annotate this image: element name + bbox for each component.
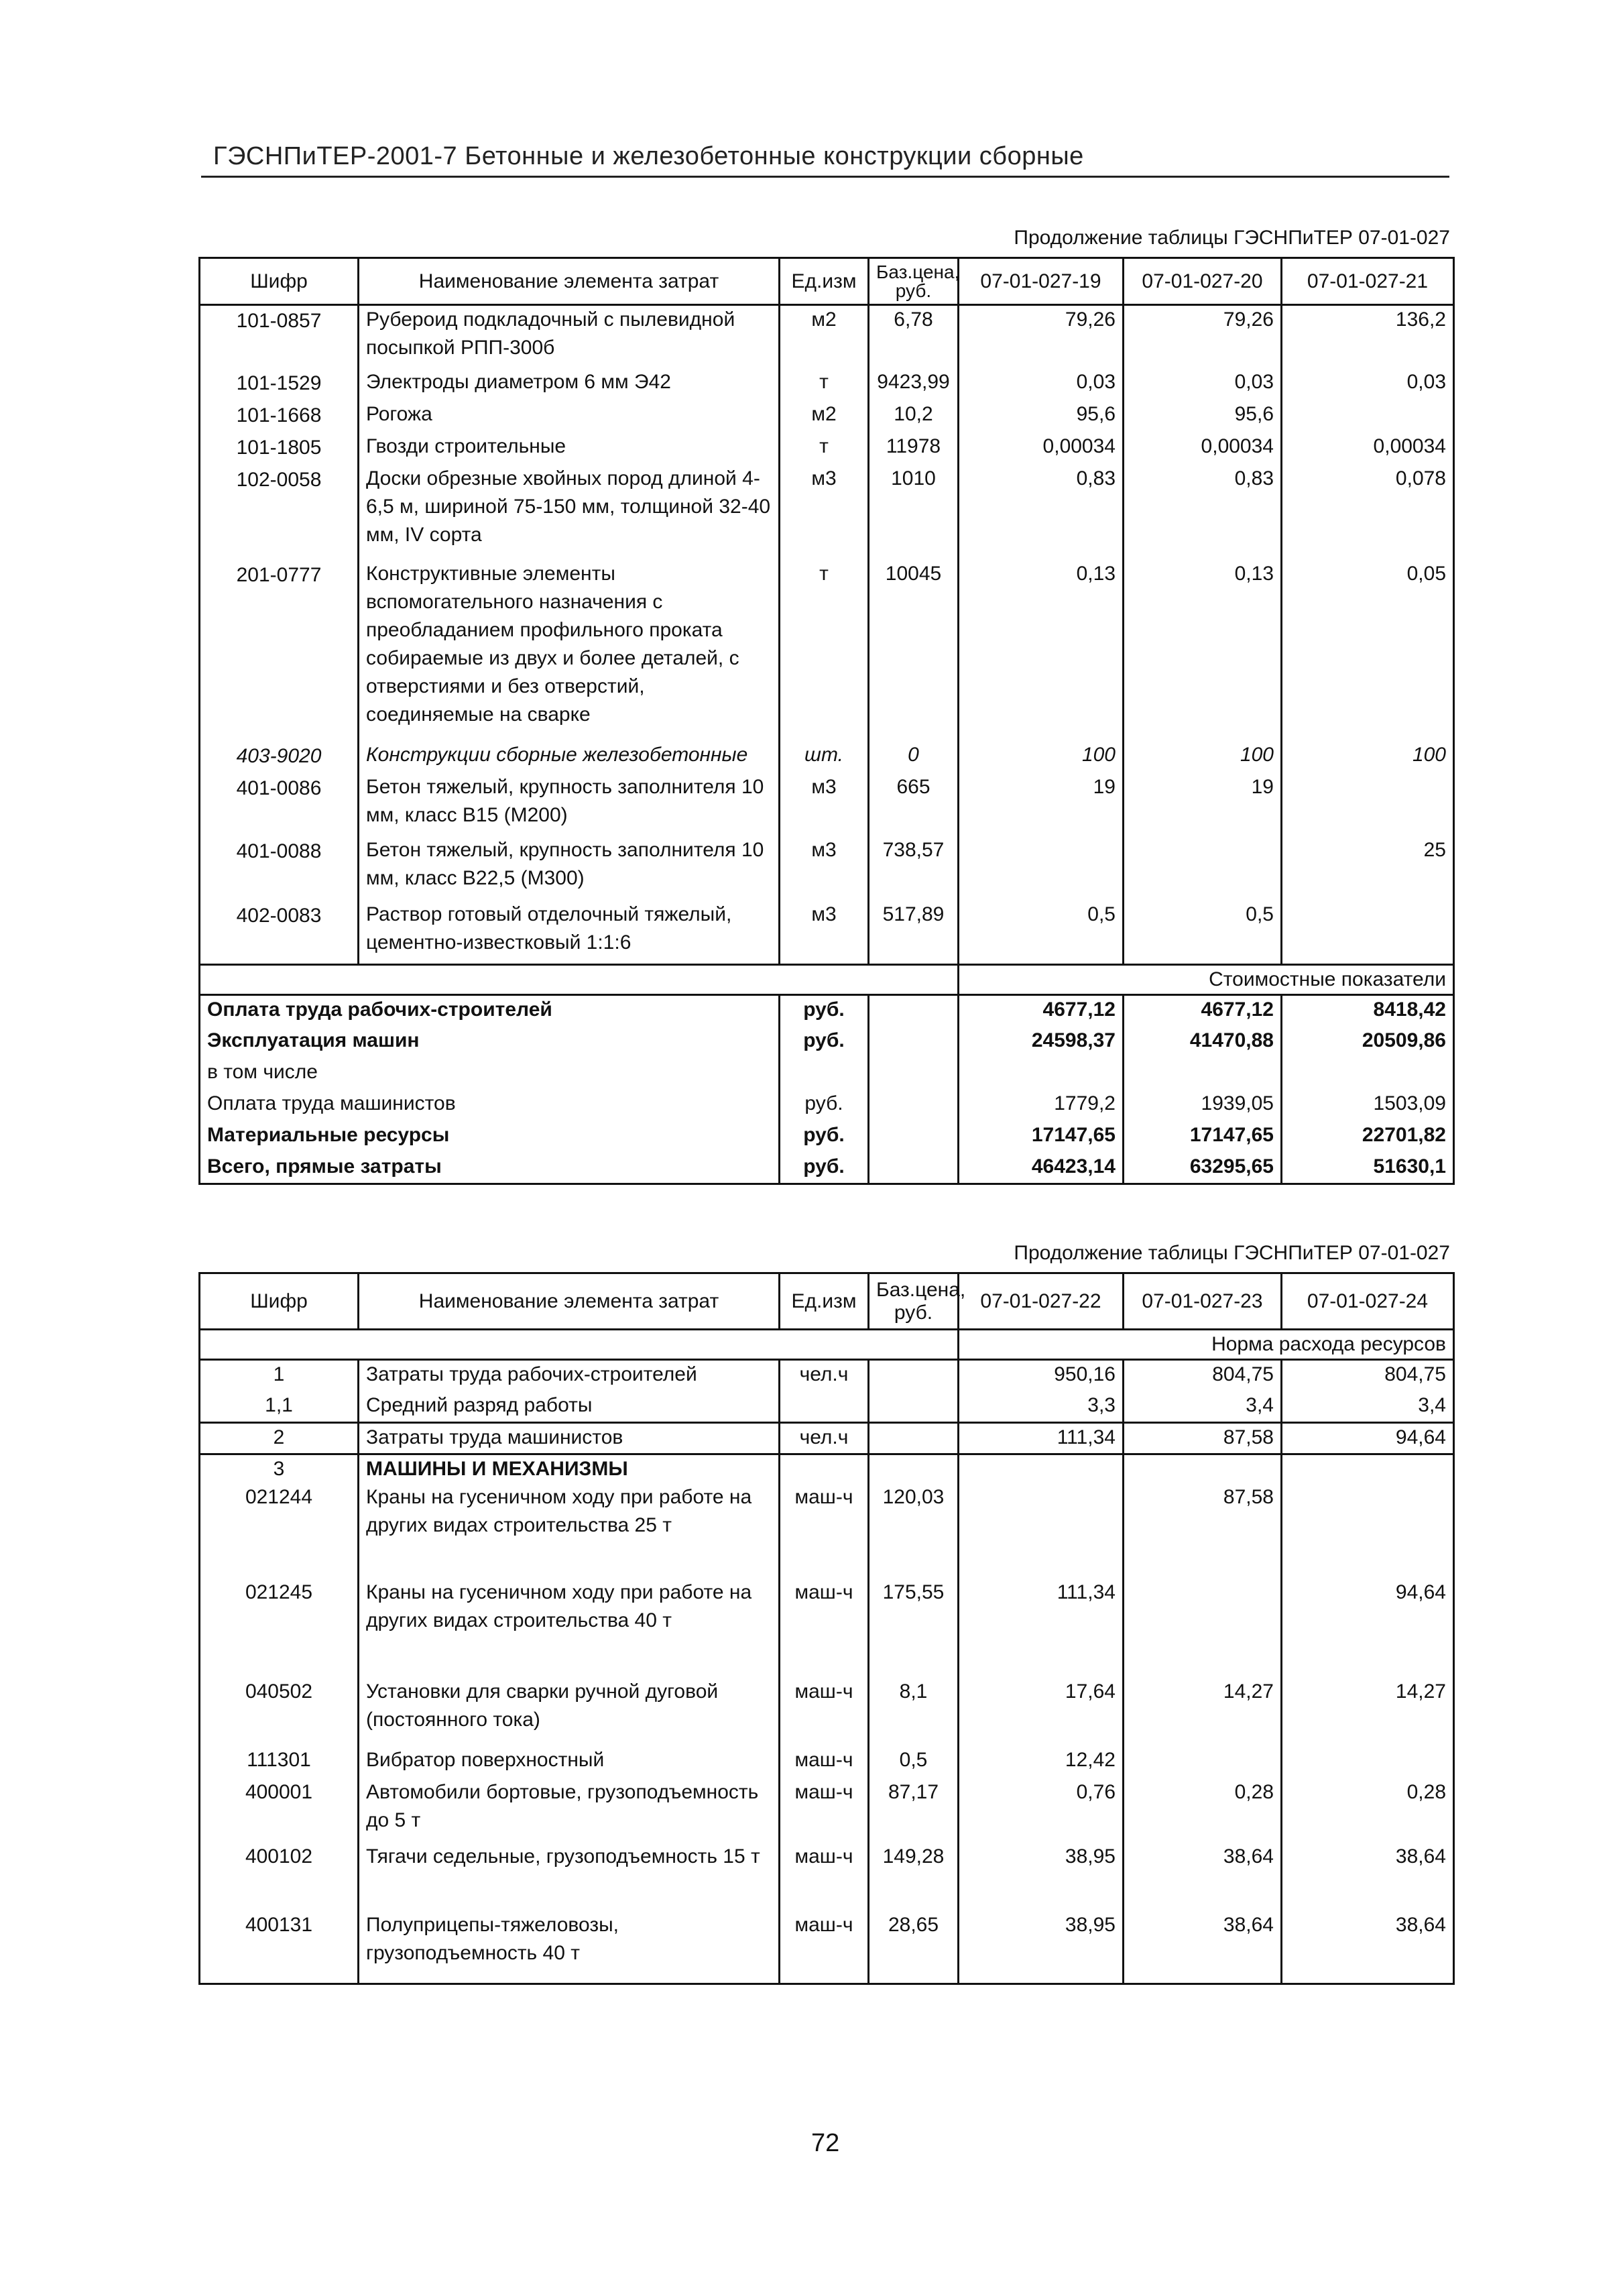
- cell-v2: 79,26: [1124, 305, 1282, 368]
- table-row: [200, 1391, 1454, 1423]
- table-row: [200, 901, 1454, 965]
- cell-name: Полуприцепы-тяжеловозы, грузоподъемность 40 т: [359, 1911, 780, 1984]
- cell-price: 517,89: [869, 901, 959, 965]
- cell-unit: маш-ч: [780, 1778, 869, 1843]
- cell-v3: 136,2: [1282, 305, 1454, 368]
- cell-name: Бетон тяжелый, крупность заполнителя 10 мм, класс В15 (М200): [359, 773, 780, 836]
- cell-price: 149,28: [869, 1843, 959, 1911]
- summary-unit: руб.: [780, 1121, 869, 1153]
- cell-v3: 94,64: [1282, 1578, 1454, 1678]
- cell-code: 101-1805: [200, 433, 359, 465]
- cell-v2: 3,4: [1124, 1391, 1282, 1423]
- summary-price-empty: [869, 1153, 959, 1184]
- cost-band-label: Стоимостные показатели: [959, 965, 1454, 995]
- table-row: [200, 1911, 1454, 1984]
- cell-v1: 0,5: [959, 901, 1124, 965]
- cell-v2: 38,64: [1124, 1911, 1282, 1984]
- summary-label: Оплата труда рабочих-строителей: [200, 995, 780, 1027]
- summary-v3: 51630,1: [1282, 1153, 1454, 1184]
- summary-v2: 4677,12: [1124, 995, 1282, 1027]
- cell-code: 400102: [200, 1843, 359, 1911]
- cell-price: 6,78: [869, 305, 959, 368]
- cell-v2: 87,58: [1124, 1423, 1282, 1454]
- summary-price-empty: [869, 1058, 959, 1090]
- summary-v1: 46423,14: [959, 1153, 1124, 1184]
- section-title: МАШИНЫ И МЕХАНИЗМЫ: [359, 1454, 780, 1484]
- summary-v2: 63295,65: [1124, 1153, 1282, 1184]
- cell-name: Вибратор поверхностный: [359, 1746, 780, 1778]
- cell-code: 401-0086: [200, 773, 359, 836]
- cell-v2: 0,13: [1124, 560, 1282, 741]
- norm-band-row: [200, 1330, 1454, 1360]
- header-rule: [201, 176, 1449, 178]
- summary-v2: 17147,65: [1124, 1121, 1282, 1153]
- cell-unit: м2: [780, 305, 869, 368]
- cell-v2: 100: [1124, 741, 1282, 773]
- table-row: [200, 773, 1454, 836]
- cell-name: Рогожа: [359, 400, 780, 433]
- table-row: [200, 1843, 1454, 1911]
- summary-v1: 17147,65: [959, 1121, 1124, 1153]
- cell-unit: м3: [780, 773, 869, 836]
- cell-price: 87,17: [869, 1778, 959, 1843]
- header-v1: 07-01-027-22: [959, 1273, 1124, 1330]
- cell-v1: 0,76: [959, 1778, 1124, 1843]
- cell-v3: [1282, 773, 1454, 836]
- cell-v3: 0,078: [1282, 465, 1454, 560]
- cell-unit: маш-ч: [780, 1746, 869, 1778]
- summary-v3: 8418,42: [1282, 995, 1454, 1027]
- table2-header-row: [200, 1273, 1454, 1330]
- cell-v1: 0,03: [959, 368, 1124, 400]
- cell-code: 1,1: [200, 1391, 359, 1423]
- cell-unit: т: [780, 560, 869, 741]
- cell-v3: 94,64: [1282, 1423, 1454, 1454]
- cell-v3: [1282, 1483, 1454, 1578]
- table2-body: [200, 1330, 1454, 1984]
- header-price: Баз.цена, руб.: [869, 258, 959, 305]
- cell-v3: 0,05: [1282, 560, 1454, 741]
- cell-v1: 111,34: [959, 1578, 1124, 1678]
- cell-v3: [1282, 400, 1454, 433]
- header-price: Баз.цена, руб.: [869, 1273, 959, 1330]
- cell-unit: маш-ч: [780, 1911, 869, 1984]
- cell-v2: 804,75: [1124, 1360, 1282, 1391]
- cell-price: 9423,99: [869, 368, 959, 400]
- cell-name: Конструктивные элементы вспомогательного назначения с преобладанием профильного проката собираемые из двух и более деталей, с отверстиями и без отверстий, соединяемые на сварке: [359, 560, 780, 741]
- cell-unit: м3: [780, 836, 869, 901]
- cell-v3: 14,27: [1282, 1678, 1454, 1746]
- cell-name: Бетон тяжелый, крупность заполнителя 10 мм, класс В22,5 (М300): [359, 836, 780, 901]
- cell-v1: [959, 1483, 1124, 1578]
- cell-code: 021245: [200, 1578, 359, 1678]
- summary-v1: 1779,2: [959, 1090, 1124, 1121]
- table-row: [200, 400, 1454, 433]
- cell-v2: 0,28: [1124, 1778, 1282, 1843]
- cell-price: [869, 1391, 959, 1423]
- cell-price: 665: [869, 773, 959, 836]
- table2-continuation-caption: Продолжение таблицы ГЭСНПиТЕР 07-01-027: [1014, 1242, 1450, 1264]
- summary-unit: руб.: [780, 1027, 869, 1058]
- table-row: [200, 1483, 1454, 1578]
- cell-price: 11978: [869, 433, 959, 465]
- cell-name: Рубероид подкладочный с пылевидной посыпкой РПП-300б: [359, 305, 780, 368]
- summary-v1: 24598,37: [959, 1027, 1124, 1058]
- header-code: Шифр: [200, 258, 359, 305]
- header-unit: Ед.изм: [780, 1273, 869, 1330]
- cell-price: 0,5: [869, 1746, 959, 1778]
- page-header-title: ГЭСНПиТЕР-2001-7 Бетонные и железобетонные конструкции сборные: [213, 142, 1084, 170]
- table-row: [200, 305, 1454, 368]
- cell-code: 102-0058: [200, 465, 359, 560]
- table-row: [200, 560, 1454, 741]
- summary-v3: [1282, 1058, 1454, 1090]
- cell-v3: 0,03: [1282, 368, 1454, 400]
- cell-code: 2: [200, 1423, 359, 1454]
- cell-code: 1: [200, 1360, 359, 1391]
- cell-v2: 38,64: [1124, 1843, 1282, 1911]
- cell-unit: т: [780, 368, 869, 400]
- cell-name: Доски обрезные хвойных пород длиной 4-6,5 м, шириной 75-150 мм, толщиной 32-40 мм, IV сорта: [359, 465, 780, 560]
- summary-price-empty: [869, 1121, 959, 1153]
- cell-name: Краны на гусеничном ходу при работе на других видах строительства 40 т: [359, 1578, 780, 1678]
- cell-v2: 0,5: [1124, 901, 1282, 965]
- summary-row: [200, 1027, 1454, 1058]
- table-row: [200, 1360, 1454, 1391]
- cell-price: 8,1: [869, 1678, 959, 1746]
- cell-name: Установки для сварки ручной дуговой (постоянного тока): [359, 1678, 780, 1746]
- table1: [198, 257, 1455, 1185]
- header-v2: 07-01-027-23: [1124, 1273, 1282, 1330]
- section-empty: [1282, 1454, 1454, 1484]
- summary-v2: 1939,05: [1124, 1090, 1282, 1121]
- cell-v1: 950,16: [959, 1360, 1124, 1391]
- cell-name: Конструкции сборные железобетонные: [359, 741, 780, 773]
- cell-unit: чел.ч: [780, 1360, 869, 1391]
- cell-unit: м3: [780, 901, 869, 965]
- cell-name: Электроды диаметром 6 мм Э42: [359, 368, 780, 400]
- cell-code: 401-0088: [200, 836, 359, 901]
- cell-unit: чел.ч: [780, 1423, 869, 1454]
- summary-v1: [959, 1058, 1124, 1090]
- header-code: Шифр: [200, 1273, 359, 1330]
- cell-v1: 111,34: [959, 1423, 1124, 1454]
- cell-code: 402-0083: [200, 901, 359, 965]
- cell-v2: 87,58: [1124, 1483, 1282, 1578]
- cell-code: 101-0857: [200, 305, 359, 368]
- cell-code: 101-1668: [200, 400, 359, 433]
- band-spacer: [200, 965, 959, 995]
- summary-label: Всего, прямые затраты: [200, 1153, 780, 1184]
- cell-unit: [780, 1391, 869, 1423]
- cell-v1: 0,83: [959, 465, 1124, 560]
- cell-name: Тягачи седельные, грузоподъемность 15 т: [359, 1843, 780, 1911]
- cell-v3: 100: [1282, 741, 1454, 773]
- summary-unit: [780, 1058, 869, 1090]
- cell-name: Средний разряд работы: [359, 1391, 780, 1423]
- cell-v1: 17,64: [959, 1678, 1124, 1746]
- cell-v2: [1124, 1746, 1282, 1778]
- section-code: 3: [200, 1454, 359, 1484]
- table-row: [200, 1778, 1454, 1843]
- cell-name: Затраты труда машинистов: [359, 1423, 780, 1454]
- table-row: [200, 1423, 1454, 1454]
- cell-name: Краны на гусеничном ходу при работе на других видах строительства 25 т: [359, 1483, 780, 1578]
- cost-band-row: [200, 965, 1454, 995]
- cell-unit: маш-ч: [780, 1578, 869, 1678]
- norm-band-label: Норма расхода ресурсов: [959, 1330, 1454, 1360]
- header-v1: 07-01-027-19: [959, 258, 1124, 305]
- cell-v3: 0,28: [1282, 1778, 1454, 1843]
- section-row: [200, 1454, 1454, 1484]
- cell-v1: 38,95: [959, 1911, 1124, 1984]
- summary-label: в том числе: [200, 1058, 780, 1090]
- table-row: [200, 368, 1454, 400]
- header-name: Наименование элемента затрат: [359, 1273, 780, 1330]
- cell-v1: 19: [959, 773, 1124, 836]
- cell-unit: маш-ч: [780, 1843, 869, 1911]
- cell-v1: 3,3: [959, 1391, 1124, 1423]
- cell-v3: 25: [1282, 836, 1454, 901]
- band-spacer: [200, 1330, 959, 1360]
- cell-v2: [1124, 836, 1282, 901]
- table-row: [200, 1578, 1454, 1678]
- cell-v2: 0,03: [1124, 368, 1282, 400]
- cell-v1: 0,00034: [959, 433, 1124, 465]
- cell-unit: маш-ч: [780, 1678, 869, 1746]
- cell-price: 120,03: [869, 1483, 959, 1578]
- cell-code: 403-9020: [200, 741, 359, 773]
- cell-price: 10,2: [869, 400, 959, 433]
- cell-code: 021244: [200, 1483, 359, 1578]
- cell-v1: [959, 836, 1124, 901]
- cell-v3: 38,64: [1282, 1843, 1454, 1911]
- cell-price: 175,55: [869, 1578, 959, 1678]
- table-row: [200, 836, 1454, 901]
- summary-price-empty: [869, 1027, 959, 1058]
- cell-v3: [1282, 901, 1454, 965]
- summary-unit: руб.: [780, 995, 869, 1027]
- table-row: [200, 465, 1454, 560]
- cell-price: 28,65: [869, 1911, 959, 1984]
- summary-unit: руб.: [780, 1090, 869, 1121]
- table-row: [200, 1678, 1454, 1746]
- summary-v1: 4677,12: [959, 995, 1124, 1027]
- section-empty: [780, 1454, 869, 1484]
- summary-price-empty: [869, 995, 959, 1027]
- cell-v1: 100: [959, 741, 1124, 773]
- cell-code: 101-1529: [200, 368, 359, 400]
- cell-v3: 38,64: [1282, 1911, 1454, 1984]
- cell-code: 040502: [200, 1678, 359, 1746]
- summary-price-empty: [869, 1090, 959, 1121]
- summary-v3: 20509,86: [1282, 1027, 1454, 1058]
- cell-v2: 14,27: [1124, 1678, 1282, 1746]
- summary-row: [200, 1058, 1454, 1090]
- summary-label: Оплата труда машинистов: [200, 1090, 780, 1121]
- cell-code: 400131: [200, 1911, 359, 1984]
- header-name: Наименование элемента затрат: [359, 258, 780, 305]
- table1-body: [200, 305, 1454, 1184]
- table-row: [200, 433, 1454, 465]
- cell-price: 1010: [869, 465, 959, 560]
- header-unit: Ед.изм: [780, 258, 869, 305]
- header-v3: 07-01-027-24: [1282, 1273, 1454, 1330]
- page-number: 72: [811, 2129, 840, 2157]
- cell-unit: т: [780, 433, 869, 465]
- cell-v2: [1124, 1578, 1282, 1678]
- summary-row: [200, 995, 1454, 1027]
- cell-v2: 0,00034: [1124, 433, 1282, 465]
- cell-price: [869, 1423, 959, 1454]
- summary-row: [200, 1153, 1454, 1184]
- cell-v1: 79,26: [959, 305, 1124, 368]
- section-empty: [959, 1454, 1124, 1484]
- cell-unit: м2: [780, 400, 869, 433]
- section-empty: [1124, 1454, 1282, 1484]
- cell-v3: 804,75: [1282, 1360, 1454, 1391]
- cell-name: Автомобили бортовые, грузоподъемность до 5 т: [359, 1778, 780, 1843]
- cell-v3: 3,4: [1282, 1391, 1454, 1423]
- cell-v2: 95,6: [1124, 400, 1282, 433]
- cell-name: Гвозди строительные: [359, 433, 780, 465]
- cell-unit: шт.: [780, 741, 869, 773]
- table2: [198, 1272, 1455, 1985]
- table1-header-row: [200, 258, 1454, 305]
- summary-unit: руб.: [780, 1153, 869, 1184]
- cell-name: Затраты труда рабочих-строителей: [359, 1360, 780, 1391]
- cell-v1: 38,95: [959, 1843, 1124, 1911]
- table-row: [200, 741, 1454, 773]
- summary-row: [200, 1121, 1454, 1153]
- cell-v2: 0,83: [1124, 465, 1282, 560]
- summary-label: Эксплуатация машин: [200, 1027, 780, 1058]
- summary-v2: 41470,88: [1124, 1027, 1282, 1058]
- summary-v3: 22701,82: [1282, 1121, 1454, 1153]
- summary-v2: [1124, 1058, 1282, 1090]
- cell-price: [869, 1360, 959, 1391]
- cell-price: 0: [869, 741, 959, 773]
- cell-price: 10045: [869, 560, 959, 741]
- summary-v3: 1503,09: [1282, 1090, 1454, 1121]
- header-v2: 07-01-027-20: [1124, 258, 1282, 305]
- cell-v1: 12,42: [959, 1746, 1124, 1778]
- cell-v1: 95,6: [959, 400, 1124, 433]
- table-row: [200, 1746, 1454, 1778]
- cell-v2: 19: [1124, 773, 1282, 836]
- cell-price: 738,57: [869, 836, 959, 901]
- cell-v3: 0,00034: [1282, 433, 1454, 465]
- cell-unit: маш-ч: [780, 1483, 869, 1578]
- summary-label: Материальные ресурсы: [200, 1121, 780, 1153]
- cell-code: 111301: [200, 1746, 359, 1778]
- cell-v1: 0,13: [959, 560, 1124, 741]
- cell-unit: м3: [780, 465, 869, 560]
- table1-continuation-caption: Продолжение таблицы ГЭСНПиТЕР 07-01-027: [1014, 227, 1450, 249]
- cell-code: 400001: [200, 1778, 359, 1843]
- summary-row: [200, 1090, 1454, 1121]
- cell-name: Раствор готовый отделочный тяжелый, цементно-известковый 1:1:6: [359, 901, 780, 965]
- header-v3: 07-01-027-21: [1282, 258, 1454, 305]
- cell-v3: [1282, 1746, 1454, 1778]
- section-empty: [869, 1454, 959, 1484]
- cell-code: 201-0777: [200, 560, 359, 741]
